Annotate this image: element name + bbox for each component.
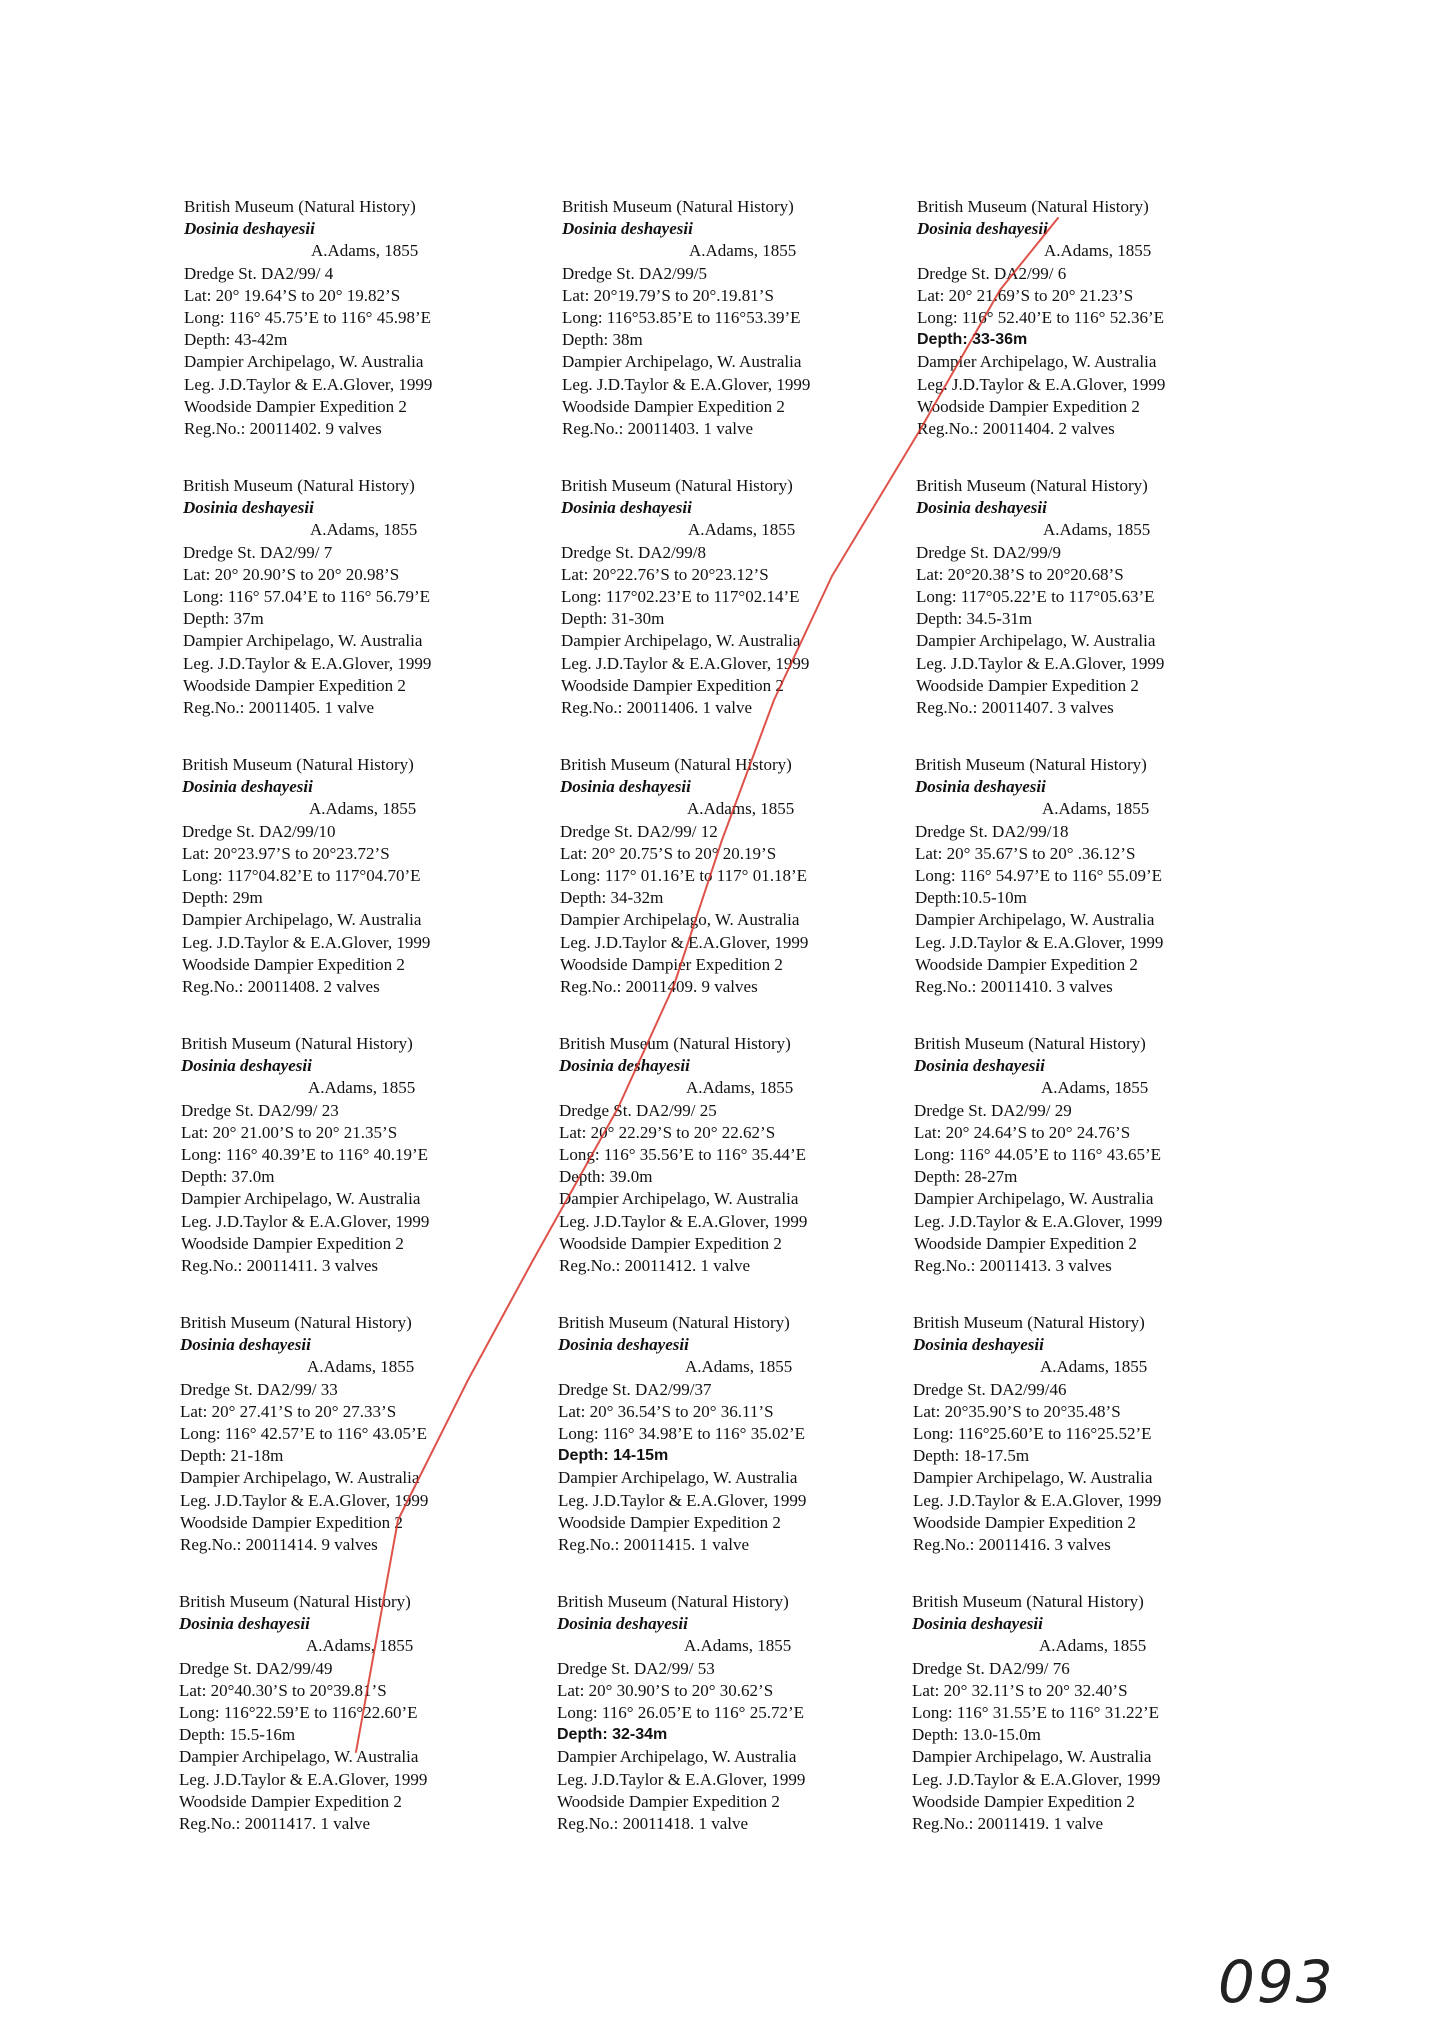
dredge-station: Dredge St. DA2/99/ 25 — [559, 1100, 717, 1120]
species-author: A.Adams, 1855 — [687, 799, 795, 819]
species-name: Dosinia deshayesii — [180, 1335, 311, 1355]
collector: Leg. J.D.Taylor & E.A.Glover, 1999 — [914, 1211, 1163, 1231]
institution: British Museum (Natural History) — [181, 1034, 413, 1053]
species-author: A.Adams, 1855 — [689, 241, 797, 261]
institution: British Museum (Natural History) — [562, 197, 794, 216]
specimen-label — [559, 1033, 889, 1277]
latitude: Lat: 20° 27.41’S to 20° 27.33’S — [180, 1401, 397, 1421]
species-name: Dosinia deshayesii — [560, 777, 691, 797]
dredge-station: Dredge St. DA2/99/ 29 — [914, 1100, 1072, 1120]
expedition: Woodside Dampier Expedition 2 — [913, 1512, 1136, 1532]
latitude: Lat: 20°20.38’S to 20°20.68’S — [916, 564, 1124, 584]
registration-number: Reg.No.: 20011413. 3 valves — [914, 1255, 1112, 1275]
institution: British Museum (Natural History) — [182, 755, 414, 774]
institution: British Museum (Natural History) — [179, 1592, 411, 1611]
latitude: Lat: 20° 20.90’S to 20° 20.98’S — [183, 564, 400, 584]
latitude: Lat: 20°19.79’S to 20°.19.81’S — [562, 285, 774, 305]
collector: Leg. J.D.Taylor & E.A.Glover, 1999 — [558, 1490, 807, 1510]
locality: Dampier Archipelago, W. Australia — [562, 352, 802, 372]
species-author: A.Adams, 1855 — [1044, 241, 1152, 261]
registration-number: Reg.No.: 20011408. 2 valves — [182, 976, 380, 996]
depth: Depth: 43-42m — [184, 330, 288, 350]
specimen-label — [182, 754, 512, 998]
latitude: Lat: 20°40.30’S to 20°39.81’S — [179, 1680, 387, 1700]
species-author: A.Adams, 1855 — [306, 1636, 414, 1656]
institution: British Museum (Natural History) — [917, 197, 1149, 216]
institution: British Museum (Natural History) — [560, 755, 792, 774]
species-name: Dosinia deshayesii — [183, 498, 314, 518]
collector: Leg. J.D.Taylor & E.A.Glover, 1999 — [557, 1769, 806, 1789]
latitude: Lat: 20° 30.90’S to 20° 30.62’S — [557, 1680, 774, 1700]
longitude: Long: 116° 45.75’E to 116° 45.98’E — [184, 307, 432, 327]
species-name: Dosinia deshayesii — [179, 1614, 310, 1634]
locality: Dampier Archipelago, W. Australia — [914, 1189, 1154, 1209]
longitude: Long: 116° 26.05’E to 116° 25.72’E — [557, 1702, 805, 1722]
collector: Leg. J.D.Taylor & E.A.Glover, 1999 — [181, 1211, 430, 1231]
locality: Dampier Archipelago, W. Australia — [912, 1747, 1152, 1767]
species-author: A.Adams, 1855 — [1040, 1357, 1148, 1377]
dredge-station: Dredge St. DA2/99/ 33 — [180, 1379, 338, 1399]
species-name: Dosinia deshayesii — [557, 1614, 688, 1634]
species-name: Dosinia deshayesii — [181, 1056, 312, 1076]
collector: Leg. J.D.Taylor & E.A.Glover, 1999 — [180, 1490, 429, 1510]
species-author: A.Adams, 1855 — [1042, 799, 1150, 819]
locality: Dampier Archipelago, W. Australia — [182, 910, 422, 930]
species-name: Dosinia deshayesii — [562, 219, 693, 239]
species-author: A.Adams, 1855 — [684, 1636, 792, 1656]
collector: Leg. J.D.Taylor & E.A.Glover, 1999 — [561, 653, 810, 673]
specimen-label — [558, 1312, 888, 1556]
depth: Depth:10.5-10m — [915, 888, 1027, 908]
specimen-label — [912, 1591, 1242, 1835]
specimen-label — [914, 1033, 1244, 1277]
collector: Leg. J.D.Taylor & E.A.Glover, 1999 — [182, 932, 431, 952]
dredge-station: Dredge St. DA2/99/ 12 — [560, 821, 718, 841]
registration-number: Reg.No.: 20011403. 1 valve — [562, 418, 754, 438]
registration-number: Reg.No.: 20011405. 1 valve — [183, 697, 375, 717]
species-author: A.Adams, 1855 — [1043, 520, 1151, 540]
institution: British Museum (Natural History) — [915, 755, 1147, 774]
expedition: Woodside Dampier Expedition 2 — [912, 1791, 1135, 1811]
dredge-station: Dredge St. DA2/99/18 — [915, 821, 1069, 841]
collector: Leg. J.D.Taylor & E.A.Glover, 1999 — [184, 374, 433, 394]
dredge-station: Dredge St. DA2/99/ 76 — [912, 1658, 1070, 1678]
species-name: Dosinia deshayesii — [184, 219, 315, 239]
locality: Dampier Archipelago, W. Australia — [184, 352, 424, 372]
species-name: Dosinia deshayesii — [561, 498, 692, 518]
registration-number: Reg.No.: 20011409. 9 valves — [560, 976, 758, 996]
longitude: Long: 116° 35.56’E to 116° 35.44’E — [559, 1144, 807, 1164]
specimen-label — [562, 196, 892, 440]
specimen-label — [560, 754, 890, 998]
species-author: A.Adams, 1855 — [309, 799, 417, 819]
species-author: A.Adams, 1855 — [310, 520, 418, 540]
latitude: Lat: 20°23.97’S to 20°23.72’S — [182, 843, 390, 863]
registration-number: Reg.No.: 20011402. 9 valves — [184, 418, 382, 438]
registration-number: Reg.No.: 20011417. 1 valve — [179, 1813, 371, 1833]
latitude: Lat: 20° 22.29’S to 20° 22.62’S — [559, 1122, 776, 1142]
latitude: Lat: 20°22.76’S to 20°23.12’S — [561, 564, 769, 584]
dredge-station: Dredge St. DA2/99/5 — [562, 263, 707, 283]
species-author: A.Adams, 1855 — [685, 1357, 793, 1377]
latitude: Lat: 20° 19.64’S to 20° 19.82’S — [184, 285, 401, 305]
longitude: Long: 116° 34.98’E to 116° 35.02’E — [558, 1423, 806, 1443]
dredge-station: Dredge St. DA2/99/46 — [913, 1379, 1067, 1399]
latitude: Lat: 20° 36.54’S to 20° 36.11’S — [558, 1401, 774, 1421]
expedition: Woodside Dampier Expedition 2 — [184, 396, 407, 416]
collector: Leg. J.D.Taylor & E.A.Glover, 1999 — [912, 1769, 1161, 1789]
specimen-label — [180, 1312, 510, 1556]
institution: British Museum (Natural History) — [914, 1034, 1146, 1053]
depth: Depth: 34-32m — [560, 888, 664, 908]
collector: Leg. J.D.Taylor & E.A.Glover, 1999 — [562, 374, 811, 394]
depth: Depth: 32-34m — [557, 1726, 668, 1744]
registration-number: Reg.No.: 20011412. 1 valve — [559, 1255, 751, 1275]
longitude: Long: 117°05.22’E to 117°05.63’E — [916, 586, 1155, 606]
depth: Depth: 21-18m — [180, 1446, 284, 1466]
registration-number: Reg.No.: 20011406. 1 valve — [561, 697, 753, 717]
specimen-label — [913, 1312, 1243, 1556]
depth: Depth: 28-27m — [914, 1167, 1018, 1187]
expedition: Woodside Dampier Expedition 2 — [180, 1512, 403, 1532]
depth: Depth: 31-30m — [561, 609, 665, 629]
registration-number: Reg.No.: 20011419. 1 valve — [912, 1813, 1104, 1833]
depth: Depth: 14-15m — [558, 1447, 669, 1465]
institution: British Museum (Natural History) — [561, 476, 793, 495]
registration-number: Reg.No.: 20011414. 9 valves — [180, 1534, 378, 1554]
institution: British Museum (Natural History) — [557, 1592, 789, 1611]
species-author: A.Adams, 1855 — [688, 520, 796, 540]
expedition: Woodside Dampier Expedition 2 — [915, 954, 1138, 974]
species-name: Dosinia deshayesii — [182, 777, 313, 797]
locality: Dampier Archipelago, W. Australia — [180, 1468, 420, 1488]
locality: Dampier Archipelago, W. Australia — [560, 910, 800, 930]
institution: British Museum (Natural History) — [913, 1313, 1145, 1332]
depth: Depth: 38m — [562, 330, 643, 350]
collector: Leg. J.D.Taylor & E.A.Glover, 1999 — [913, 1490, 1162, 1510]
latitude: Lat: 20° 21.69’S to 20° 21.23’S — [917, 285, 1134, 305]
registration-number: Reg.No.: 20011411. 3 valves — [181, 1255, 379, 1275]
longitude: Long: 117°02.23’E to 117°02.14’E — [561, 586, 800, 606]
expedition: Woodside Dampier Expedition 2 — [917, 396, 1140, 416]
species-name: Dosinia deshayesii — [916, 498, 1047, 518]
locality: Dampier Archipelago, W. Australia — [183, 631, 423, 651]
specimen-label — [915, 754, 1245, 998]
locality: Dampier Archipelago, W. Australia — [179, 1747, 419, 1767]
depth: Depth: 15.5-16m — [179, 1725, 296, 1745]
dredge-station: Dredge St. DA2/99/49 — [179, 1658, 333, 1678]
locality: Dampier Archipelago, W. Australia — [913, 1468, 1153, 1488]
longitude: Long: 117°04.82’E to 117°04.70’E — [182, 865, 421, 885]
latitude: Lat: 20° 24.64’S to 20° 24.76’S — [914, 1122, 1131, 1142]
species-author: A.Adams, 1855 — [308, 1078, 416, 1098]
collector: Leg. J.D.Taylor & E.A.Glover, 1999 — [559, 1211, 808, 1231]
species-name: Dosinia deshayesii — [915, 777, 1046, 797]
expedition: Woodside Dampier Expedition 2 — [559, 1233, 782, 1253]
locality: Dampier Archipelago, W. Australia — [558, 1468, 798, 1488]
institution: British Museum (Natural History) — [183, 476, 415, 495]
latitude: Lat: 20°35.90’S to 20°35.48’S — [913, 1401, 1121, 1421]
longitude: Long: 116°25.60’E to 116°25.52’E — [913, 1423, 1152, 1443]
collector: Leg. J.D.Taylor & E.A.Glover, 1999 — [183, 653, 432, 673]
species-name: Dosinia deshayesii — [912, 1614, 1043, 1634]
institution: British Museum (Natural History) — [912, 1592, 1144, 1611]
depth: Depth: 13.0-15.0m — [912, 1725, 1041, 1745]
species-name: Dosinia deshayesii — [558, 1335, 689, 1355]
longitude: Long: 116° 31.55’E to 116° 31.22’E — [912, 1702, 1160, 1722]
depth: Depth: 33-36m — [917, 331, 1028, 349]
collector: Leg. J.D.Taylor & E.A.Glover, 1999 — [917, 374, 1166, 394]
handwritten-page-number: 093 — [1218, 1948, 1335, 2016]
dredge-station: Dredge St. DA2/99/ 7 — [183, 542, 333, 562]
longitude: Long: 116° 52.40’E to 116° 52.36’E — [917, 307, 1165, 327]
latitude: Lat: 20° 32.11’S to 20° 32.40’S — [912, 1680, 1128, 1700]
collector: Leg. J.D.Taylor & E.A.Glover, 1999 — [915, 932, 1164, 952]
species-author: A.Adams, 1855 — [686, 1078, 794, 1098]
dredge-station: Dredge St. DA2/99/ 23 — [181, 1100, 339, 1120]
institution: British Museum (Natural History) — [558, 1313, 790, 1332]
latitude: Lat: 20° 35.67’S to 20° .36.12’S — [915, 843, 1136, 863]
locality: Dampier Archipelago, W. Australia — [557, 1747, 797, 1767]
depth: Depth: 29m — [182, 888, 263, 908]
expedition: Woodside Dampier Expedition 2 — [916, 675, 1139, 695]
longitude: Long: 116° 57.04’E to 116° 56.79’E — [183, 586, 431, 606]
registration-number: Reg.No.: 20011404. 2 valves — [917, 418, 1115, 438]
expedition: Woodside Dampier Expedition 2 — [562, 396, 785, 416]
locality: Dampier Archipelago, W. Australia — [916, 631, 1156, 651]
registration-number: Reg.No.: 20011415. 1 valve — [558, 1534, 750, 1554]
specimen-label — [917, 196, 1247, 440]
institution: British Museum (Natural History) — [180, 1313, 412, 1332]
specimen-label — [557, 1591, 887, 1835]
expedition: Woodside Dampier Expedition 2 — [182, 954, 405, 974]
specimen-label — [561, 475, 891, 719]
longitude: Long: 116° 40.39’E to 116° 40.19’E — [181, 1144, 429, 1164]
longitude: Long: 116° 44.05’E to 116° 43.65’E — [914, 1144, 1162, 1164]
depth: Depth: 37m — [183, 609, 264, 629]
dredge-station: Dredge St. DA2/99/37 — [558, 1379, 712, 1399]
registration-number: Reg.No.: 20011418. 1 valve — [557, 1813, 749, 1833]
registration-number: Reg.No.: 20011416. 3 valves — [913, 1534, 1111, 1554]
expedition: Woodside Dampier Expedition 2 — [914, 1233, 1137, 1253]
specimen-label — [181, 1033, 511, 1277]
longitude: Long: 116° 42.57’E to 116° 43.05’E — [180, 1423, 428, 1443]
expedition: Woodside Dampier Expedition 2 — [558, 1512, 781, 1532]
species-author: A.Adams, 1855 — [311, 241, 419, 261]
longitude: Long: 116° 54.97’E to 116° 55.09’E — [915, 865, 1163, 885]
collector: Leg. J.D.Taylor & E.A.Glover, 1999 — [916, 653, 1165, 673]
longitude: Long: 116°22.59’E to 116°22.60’E — [179, 1702, 418, 1722]
depth: Depth: 39.0m — [559, 1167, 653, 1187]
species-name: Dosinia deshayesii — [559, 1056, 690, 1076]
specimen-label — [183, 475, 513, 719]
depth: Depth: 34.5-31m — [916, 609, 1033, 629]
expedition: Woodside Dampier Expedition 2 — [560, 954, 783, 974]
collector: Leg. J.D.Taylor & E.A.Glover, 1999 — [560, 932, 809, 952]
institution: British Museum (Natural History) — [559, 1034, 791, 1053]
expedition: Woodside Dampier Expedition 2 — [561, 675, 784, 695]
latitude: Lat: 20° 20.75’S to 20° 20.19’S — [560, 843, 777, 863]
locality: Dampier Archipelago, W. Australia — [561, 631, 801, 651]
dredge-station: Dredge St. DA2/99/ 6 — [917, 263, 1067, 283]
species-author: A.Adams, 1855 — [1041, 1078, 1149, 1098]
longitude: Long: 117° 01.16’E to 117° 01.18’E — [560, 865, 808, 885]
specimen-label — [184, 196, 514, 440]
depth: Depth: 37.0m — [181, 1167, 275, 1187]
collector: Leg. J.D.Taylor & E.A.Glover, 1999 — [179, 1769, 428, 1789]
dredge-station: Dredge St. DA2/99/ 53 — [557, 1658, 715, 1678]
longitude: Long: 116°53.85’E to 116°53.39’E — [562, 307, 801, 327]
specimen-label — [916, 475, 1246, 719]
expedition: Woodside Dampier Expedition 2 — [181, 1233, 404, 1253]
institution: British Museum (Natural History) — [916, 476, 1148, 495]
registration-number: Reg.No.: 20011410. 3 valves — [915, 976, 1113, 996]
species-name: Dosinia deshayesii — [917, 219, 1048, 239]
locality: Dampier Archipelago, W. Australia — [917, 352, 1157, 372]
dredge-station: Dredge St. DA2/99/8 — [561, 542, 706, 562]
latitude: Lat: 20° 21.00’S to 20° 21.35’S — [181, 1122, 398, 1142]
expedition: Woodside Dampier Expedition 2 — [183, 675, 406, 695]
locality: Dampier Archipelago, W. Australia — [181, 1189, 421, 1209]
dredge-station: Dredge St. DA2/99/10 — [182, 821, 336, 841]
expedition: Woodside Dampier Expedition 2 — [557, 1791, 780, 1811]
expedition: Woodside Dampier Expedition 2 — [179, 1791, 402, 1811]
dredge-station: Dredge St. DA2/99/9 — [916, 542, 1061, 562]
dredge-station: Dredge St. DA2/99/ 4 — [184, 263, 334, 283]
species-author: A.Adams, 1855 — [307, 1357, 415, 1377]
locality: Dampier Archipelago, W. Australia — [559, 1189, 799, 1209]
registration-number: Reg.No.: 20011407. 3 valves — [916, 697, 1114, 717]
institution: British Museum (Natural History) — [184, 197, 416, 216]
species-author: A.Adams, 1855 — [1039, 1636, 1147, 1656]
depth: Depth: 18-17.5m — [913, 1446, 1030, 1466]
species-name: Dosinia deshayesii — [914, 1056, 1045, 1076]
specimen-label — [179, 1591, 509, 1835]
locality: Dampier Archipelago, W. Australia — [915, 910, 1155, 930]
species-name: Dosinia deshayesii — [913, 1335, 1044, 1355]
